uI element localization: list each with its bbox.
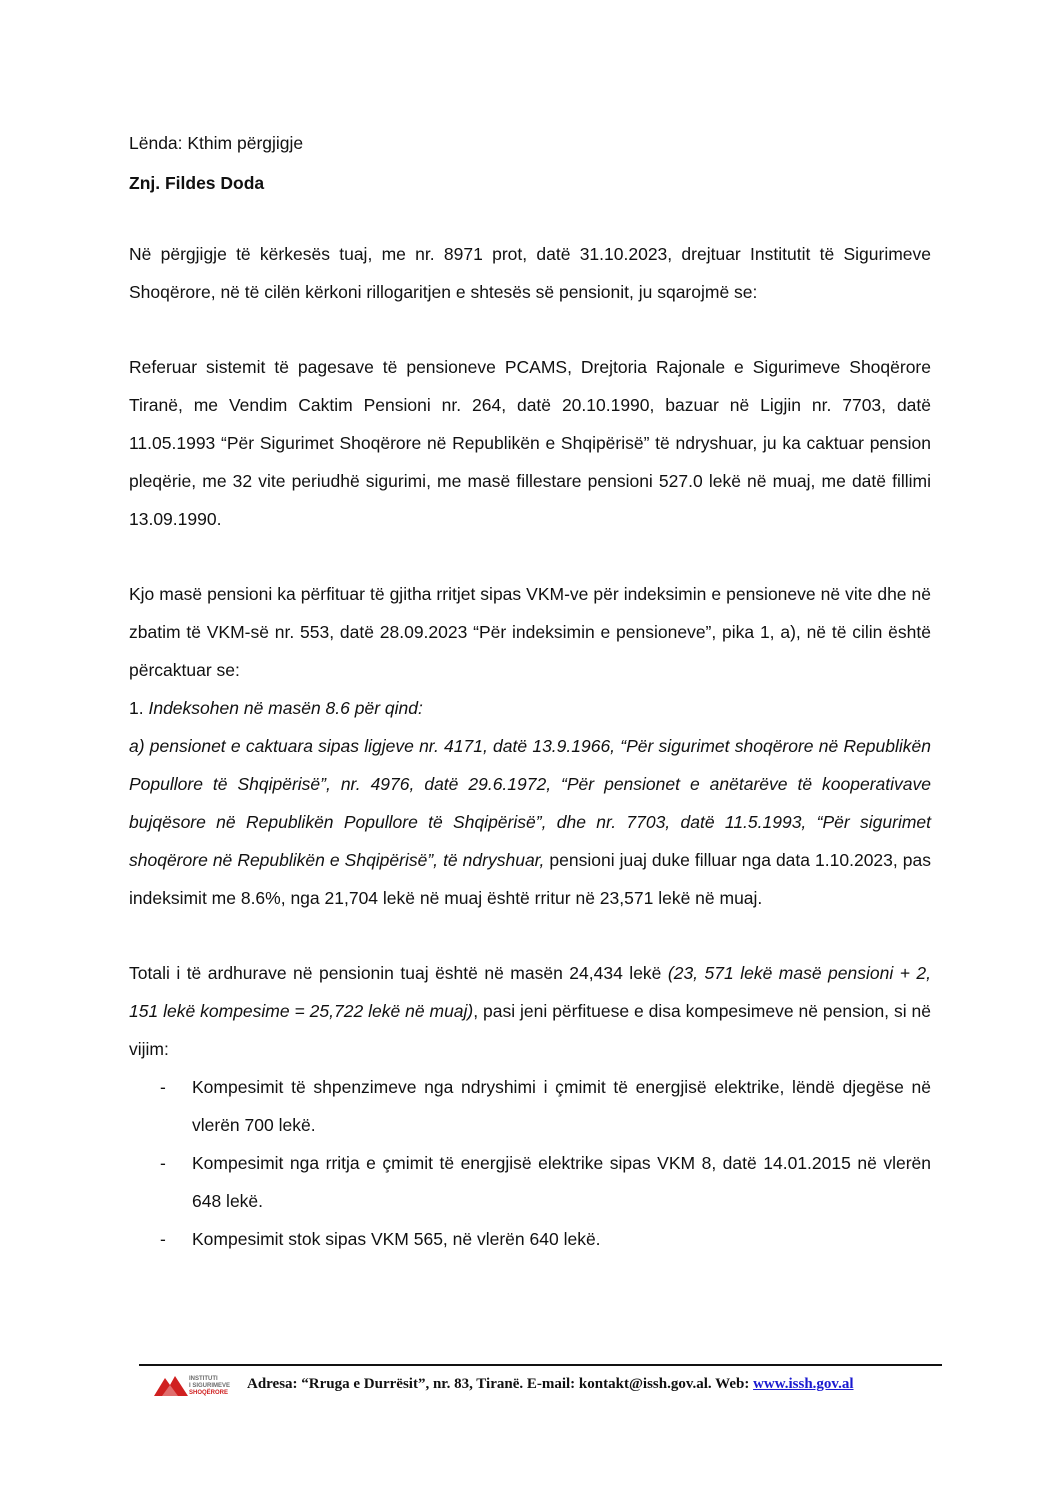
paragraph-indexation: Kjo masë pensioni ka përfituar të gjitha rritjet sipas VKM-ve për indeksimin e pensioneve në vite dhe në zbatim të VKM-së nr. 553, datë 28.09.2023 “Për indeksimin e pensioneve”, pika 1, a), në të cilin është përcaktuar se:: [129, 584, 931, 680]
totals-breakdown: (23, 571 lekë masë pensioni + 2, 151 lekë kompesime = 25,722 lekë në muaj): [129, 963, 931, 1021]
website-link[interactable]: www.issh.gov.al: [753, 1376, 854, 1392]
list-item-text: Kompesimit nga rritja e çmimit të energjisë elektrike sipas VKM 8, datë 14.01.2015 në vlerën 648 lekë.: [192, 1153, 931, 1211]
list-item: [129, 1220, 931, 1258]
footer-address: [247, 1376, 854, 1393]
list-dash: -: [160, 1153, 166, 1173]
list-dash: -: [160, 1229, 166, 1249]
issh-logo: [154, 1372, 234, 1404]
point-1-number: 1.: [129, 698, 144, 718]
list-item-text: Kompesimit stok sipas VKM 565, në vlerën 640 lekë.: [192, 1229, 601, 1249]
list-dash: -: [160, 1077, 166, 1097]
letter-body: [129, 128, 931, 1258]
subject-line: Lënda: Kthim përgjigje: [129, 133, 304, 153]
point-a-law-text: a) pensionet e caktuara sipas ligjeve nr. 4171, datë 13.9.1966, “Për sigurimet shoqërore në Republikën Popullore të Shqipërisë”, nr. 4976, datë 29.6.1972, “Për pensionet e anëtarëve të kooperativave bujqësore në Republikën Popullore të Shqipërisë”, dhe nr. 7703, datë 11.5.1993, “Për sigurimet shoqërore në Republikën e Shqipërisë”, të ndryshuar,: [129, 736, 931, 870]
totals-start: Totali i të ardhurave në pensionin tuaj është në masën 24,434 lekë: [129, 963, 668, 983]
footer-divider: [139, 1364, 942, 1366]
compensation-list: [129, 1068, 931, 1258]
totals-end: , pasi jeni përfituese e disa kompesimeve në pension, si në vijim:: [129, 1001, 931, 1059]
point-a-pension-text: pensioni juaj duke filluar nga data 1.10.2023, pas indeksimit me 8.6%, nga 21,704 lekë në muaj është rritur në 23,571 lekë në muaj.: [129, 850, 931, 908]
address-text: Adresa: “Rruga e Durrësit”, nr. 83, Tiranë. E-mail: kontakt@issh.gov.al. Web:: [247, 1376, 754, 1392]
list-item: [129, 1144, 931, 1220]
list-item: [129, 1068, 931, 1144]
paragraph-totals: [129, 954, 931, 1068]
point-a: [129, 727, 931, 917]
point-1: [129, 689, 931, 727]
list-item-text: Kompesimit të shpenzimeve nga ndryshimi i çmimit të energjisë elektrike, lëndë djegëse në vlerën 700 lekë.: [192, 1077, 931, 1135]
paragraph-pension-decision: Referuar sistemit të pagesave të pensioneve PCAMS, Drejtoria Rajonale e Sigurimeve Shoqërore Tiranë, me Vendim Caktim Pensioni nr. 264, datë 20.10.1990, bazuar në Ligjin nr. 7703, datë 11.05.1993 “Për Sigurimet Shoqërore në Republikën e Shqipërisë” të ndryshuar, ju ka caktuar pension pleqërie, me 32 vite periudhë sigurimi, me masë fillestare pensioni 527.0 lekë në muaj, me datë fillimi 13.09.1990.: [129, 357, 931, 529]
footer: [150, 1370, 940, 1410]
paragraph-request: Në përgjigje të kërkesës tuaj, me nr. 8971 prot, datë 31.10.2023, drejtuar Institutit të Sigurimeve Shoqërore, në të cilën kërkoni rillogaritjen e shtesës së pensionit, ju sqarojmë se:: [129, 244, 931, 302]
logo-wordmark: INSTITUTI I SIGURIMEVE SHOQËRORE: [189, 1376, 231, 1396]
recipient-name: Znj. Fildes Doda: [129, 173, 265, 193]
point-1-text: Indeksohen në masën 8.6 për qind:: [148, 698, 423, 718]
mountain-logo-icon: [154, 1372, 188, 1398]
